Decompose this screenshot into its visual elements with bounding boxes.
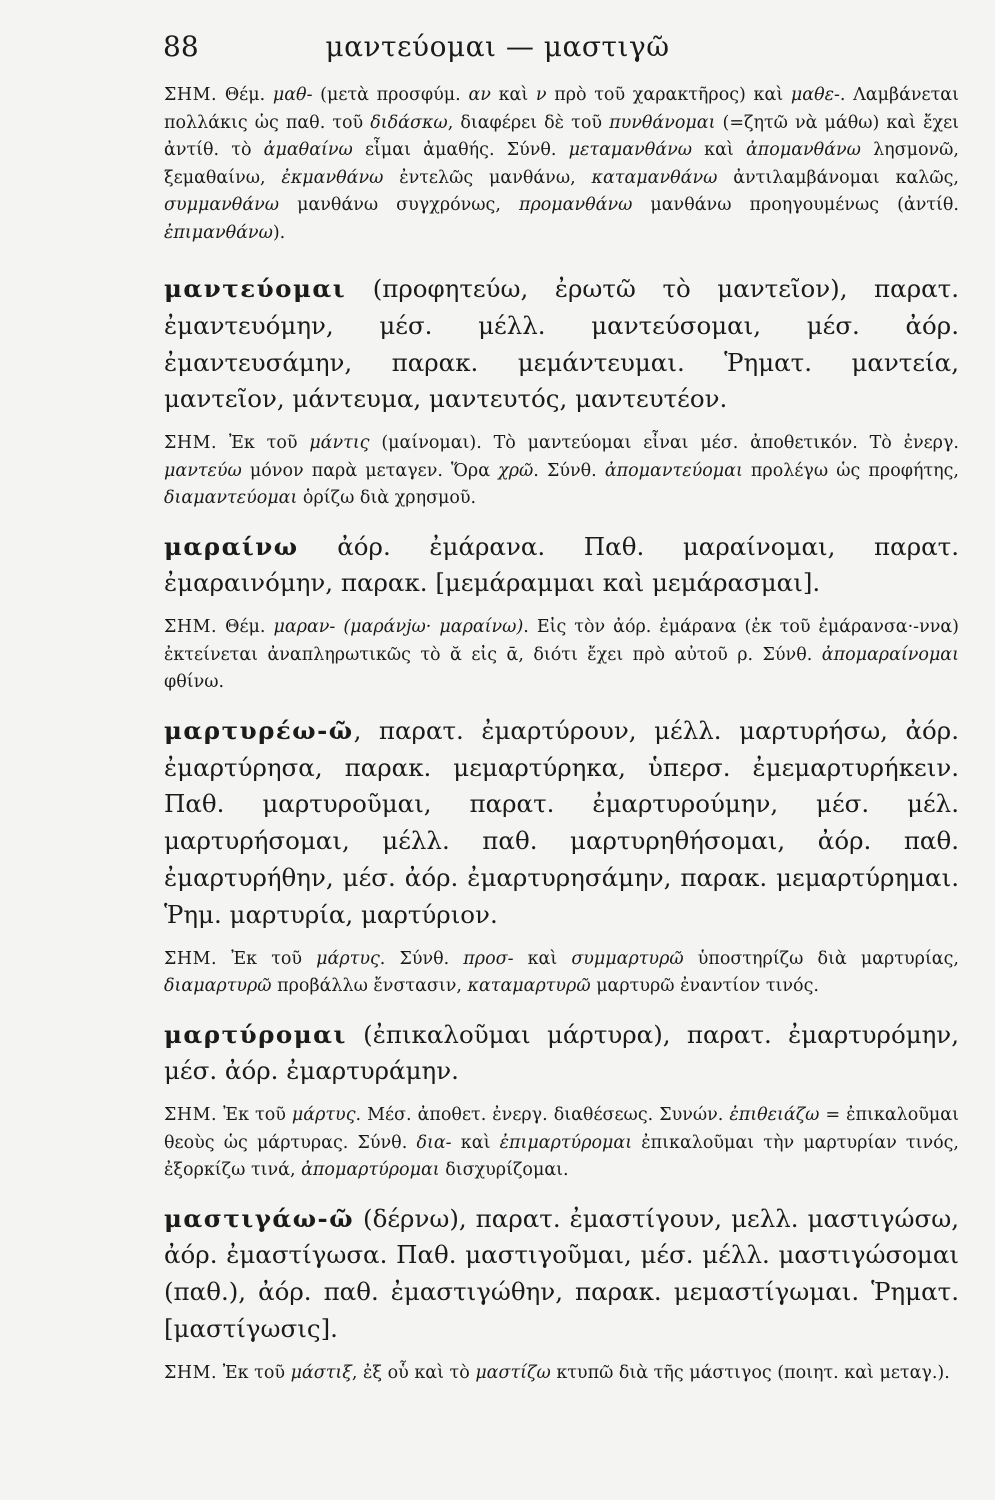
note-run: μόνον παρὰ μεταγεν. Ὅρα [241,460,499,481]
italic-term: μάντις [309,433,370,454]
note-run: . Εἰς τὸν ἀόρ. ἐμάρανα (ἐκ τοῦ ἐμάρανσα·-ννα) ἐκτείνεται ἀναπληρωτικῶς τὸ ᾰ εἰς ᾱ, διότι ἔχει πρὸ αὐτοῦ ρ. Σύνθ. [164,617,959,665]
page-body [164,82,959,1403]
italic-term: ἀπομαρτύρομαι [301,1160,440,1181]
note-run: Ἐκ τοῦ [223,1105,292,1126]
entry-headword: μαντεύομαι [164,274,347,303]
note-martyreo [164,946,959,1001]
italic-term: ἀμαθαίνω [263,140,353,160]
note-run: ἀντιλαμβάνομαι καλῶς, [717,167,959,188]
italic-term: μαθε- [790,85,840,105]
note-manteuomai [164,430,959,513]
note-run: δισχυρίζομαι. [439,1160,569,1181]
italic-term: μάρτυς [316,948,380,969]
note-mathaino [164,82,959,247]
note-run: μαρτυρῶ ἐναντίον τινός. [590,976,819,997]
note-run: . Σύνθ. [533,460,605,481]
note-run: προλέγω ὡς προφήτης, [742,460,959,481]
note-run: . Σύνθ. [379,948,464,969]
italic-term: ἐπιμαρτύρομαι [499,1132,633,1153]
note-run: προβάλλω ἔνστασιν, [271,976,468,997]
italic-term: καταμαρτυρῶ [467,976,591,997]
note-text [164,1105,959,1180]
note-run: Θέμ. [224,85,273,105]
italic-term: μαστίζω [475,1362,551,1383]
note-run: κτυπῶ διὰ τῆς μάστιγος (ποιητ. καὶ μεταγ.). [550,1362,950,1383]
note-text [223,1363,950,1383]
note-run: = ἐπικαλοῦμαι θεοὺς ὡς μάρτυρας. Σύνθ. [164,1105,959,1153]
entry-headword: μαραίνω [164,531,299,561]
italic-term: συμμαρτυρῶ [571,948,684,969]
running-title: μαντεύομαι — μαστιγῶ [325,30,670,63]
italic-term: δια- [416,1132,452,1153]
note-run: ). [272,222,286,243]
italic-term: ἀπομανθάνω [745,140,861,160]
entry-maraino [164,529,959,603]
note-label: ΣΗΜ. [164,1105,218,1126]
note-run: Ἐκ τοῦ [222,1362,291,1383]
note-run: καὶ [451,1132,500,1153]
note-run: μανθάνω συγχρόνως, [279,195,519,215]
italic-term: μάρτυς [291,1105,356,1126]
entry-manteuomai [164,271,959,418]
note-run: . Λαμβάνεται πολλάκις ὡς παθ. τοῦ [164,85,959,133]
italic-term: χρῶ [498,460,534,481]
entry-mastigao [164,1201,959,1348]
note-run: , διαφέρει δὲ τοῦ [447,112,610,133]
italic-term: μαραν- (μαράνjω· μαραίνω) [273,617,524,638]
italic-term: προσ- [463,948,514,969]
italic-term: αν [468,85,491,105]
note-run: . Μέσ. ἀποθετ. ἐνεργ. διαθέσεως. Συνών. [355,1105,730,1126]
note-run: λησμονῶ, ξεμαθαίνω, [164,140,959,188]
note-martyromai [164,1102,959,1185]
italic-term: ἐπιθειάζω [729,1105,820,1126]
italic-term: διαμαντεύομαι [164,488,298,509]
italic-term: ν [535,85,547,105]
note-run: (μαίνομαι). Τὸ μαντεύομαι εἶναι μέσ. ἀποθετικόν. Τὸ ἐνεργ. [369,433,959,454]
entry-definition: (δέρνω), παρατ. ἐμαστίγουν, μελλ. μαστιγώσω, ἀόρ. ἐμαστίγωσα. Παθ. μαστιγοῦμαι, μέσ. μέλλ. μαστιγώσομαι (παθ.), ἀόρ. παθ. ἐμαστιγώθην, παρακ. μεμαστίγωμαι. Ῥηματ. [μαστίγωσις]. [164,1203,959,1344]
page-number: 88 [163,30,199,63]
note-label: ΣΗΜ. [164,617,218,638]
italic-term: διδάσκω [370,112,448,133]
entry-headword: μαστιγάω-ῶ [164,1203,355,1233]
italic-term: μάστιξ [290,1362,352,1383]
italic-term: μεταμανθάνω [568,140,692,160]
note-run: φθίνω. [164,672,225,693]
italic-term: προμανθάνω [518,195,633,215]
note-run: μανθάνω προηγουμένως (ἀντίθ. [632,195,960,215]
italic-term: καταμανθάνω [591,167,718,188]
note-run: ἐπικαλοῦμαι τὴν μαρτυρίαν τινός, ἐξορκίζω τινά, [164,1132,959,1181]
note-run: καὶ [692,140,746,160]
note-run: , ἐξ οὗ καὶ τὸ [351,1362,476,1383]
note-text [164,617,959,692]
note-run: καὶ [490,85,536,105]
entry-definition: ἀόρ. ἐμάρανα. Παθ. μαραίνομαι, παρατ. ἐμαραινόμην, παρακ. [μεμάραμμαι καὶ μεμάρασμαι]. [164,531,959,598]
entry-headword: μαρτυρέω-ῶ [164,715,354,745]
note-run: εἶμαι ἀμαθής. Σύνθ. [352,140,569,160]
page-header [0,22,995,72]
note-run: Θέμ. [225,617,274,638]
note-label: ΣΗΜ. [164,85,218,105]
italic-term: ἀπομαντεύομαι [604,460,743,481]
note-run: καὶ [513,948,572,969]
italic-term: μαθ- [272,85,313,105]
italic-term: ἀπομαραίνομαι [821,644,959,665]
note-run: (=ζητῶ νὰ μάθω) καὶ ἔχει ἀντίθ. τὸ [164,112,960,160]
entry-headword: μαρτύρομαι [164,1019,347,1049]
note-text [164,85,959,243]
note-label: ΣΗΜ. [164,948,218,969]
note-maraino [164,614,959,697]
italic-term: μαντεύω [164,460,242,481]
note-run: ἐντελῶς μανθάνω, [383,167,592,188]
note-run: Ἐκ τοῦ [228,433,310,454]
note-run: Ἐκ τοῦ [231,948,317,969]
note-label: ΣΗΜ. [164,1362,218,1383]
note-label: ΣΗΜ. [164,433,218,454]
entry-martyromai [164,1017,959,1091]
entry-definition: , παρατ. ἐμαρτύρουν, μέλλ. μαρτυρήσω, ἀόρ. ἐμαρτύρησα, παρακ. μεμαρτύρηκα, ὑπερσ. ἐμεμαρτυρήκειν. Παθ. μαρτυροῦμαι, παρατ. ἐμαρτυρούμην, μέσ. μέλ. μαρτυρήσομαι, μέλλ. παθ. μαρτυρηθήσομαι, ἀόρ. παθ. ἐμαρτυρήθην, μέσ. ἀόρ. ἐμαρτυρησάμην, παρακ. μεμαρτύρημαι. Ῥημ. μαρτυρία, μαρτύριον. [164,715,959,929]
note-run: ὑποστηρίζω διὰ μαρτυρίας, [683,948,959,969]
entry-martyreo [164,713,959,934]
italic-term: συμμανθάνω [164,195,280,215]
note-run: (μετὰ προσφύμ. [312,85,469,105]
italic-term: πυνθάνομαι [609,112,716,133]
entry-definition: (προφητεύω, ἐρωτῶ τὸ μαντεῖον), παρατ. ἐμαντευόμην, μέσ. μέλλ. μαντεύσομαι, μέσ. ἀόρ. ἐμαντευσάμην, παρακ. μεμάντευμαι. Ῥηματ. μαντεία, μαντεῖον, μάντευμα, μαντευτός, μαντευτέον. [164,274,959,414]
italic-term: διαμαρτυρῶ [164,976,272,997]
italic-term: ἐπιμανθάνω [164,222,273,243]
italic-term: ἐκμανθάνω [281,167,384,188]
note-mastigao [164,1360,959,1388]
note-run: ὁρίζω διὰ χρησμοῦ. [297,488,477,509]
entry-definition: (ἐπικαλοῦμαι μάρτυρα), παρατ. ἐμαρτυρόμην, μέσ. ἀόρ. ἐμαρτυράμην. [164,1019,959,1086]
note-text [164,433,959,508]
note-text [164,949,959,997]
note-run: πρὸ τοῦ χαρακτῆρος) καὶ [546,85,791,105]
